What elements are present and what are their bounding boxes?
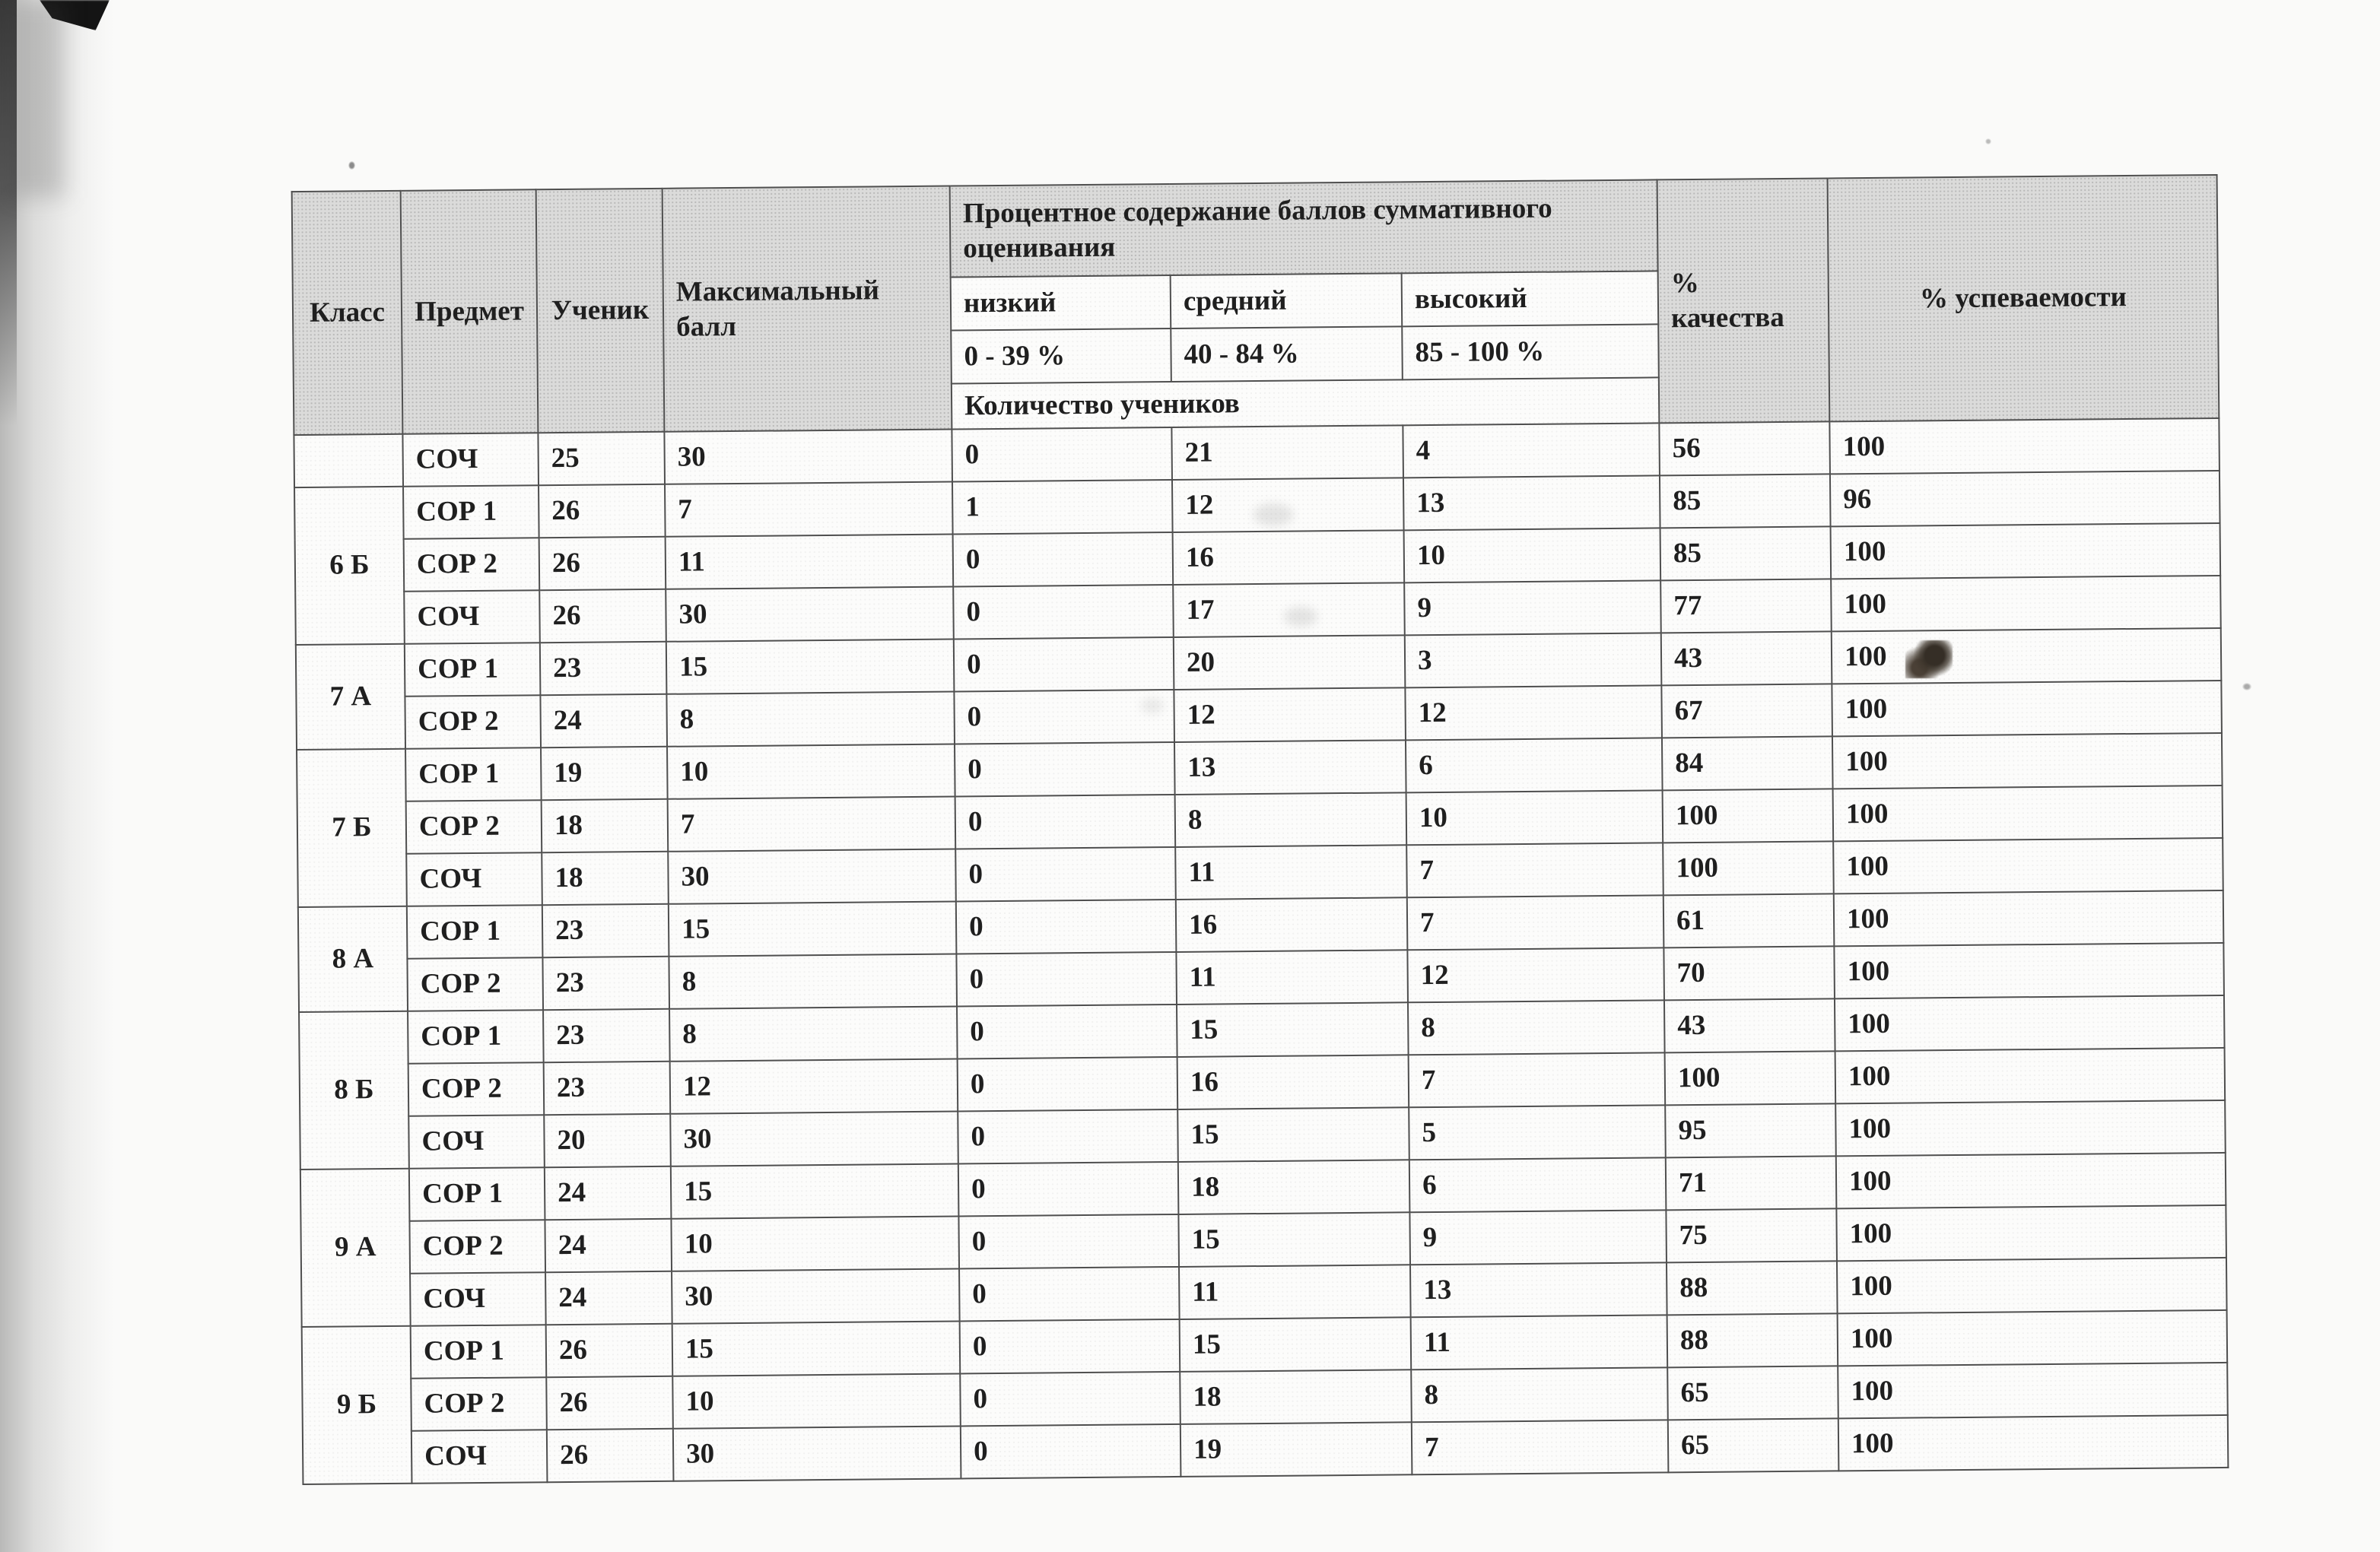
cell-performance-percent: 100 bbox=[1837, 1258, 2227, 1313]
cell-max-score: 10 bbox=[671, 1216, 959, 1271]
cell-mid-count: 16 bbox=[1173, 530, 1405, 585]
cell-quality-percent: 100 bbox=[1663, 789, 1834, 843]
header-high-range: 85 - 100 % bbox=[1402, 324, 1659, 379]
cell-quality-percent: 100 bbox=[1665, 1051, 1836, 1105]
cell-low-count: 0 bbox=[959, 1267, 1180, 1322]
header-mid-range: 40 - 84 % bbox=[1171, 326, 1403, 382]
cell-high-count: 8 bbox=[1411, 1367, 1668, 1422]
cell-students: 23 bbox=[542, 957, 669, 1010]
cell-high-count: 12 bbox=[1405, 685, 1662, 740]
table-body bbox=[294, 418, 2228, 1484]
cell-subject: СОР 1 bbox=[405, 747, 542, 801]
cell-subject: СОР 2 bbox=[409, 1220, 545, 1274]
cell-low-count: 1 bbox=[952, 480, 1173, 535]
cell-high-count: 7 bbox=[1406, 843, 1663, 897]
header-high: высокий bbox=[1402, 271, 1659, 326]
cell-subject: СОР 1 bbox=[407, 905, 543, 959]
cell-high-count: 7 bbox=[1412, 1420, 1669, 1474]
cell-performance-percent: 100 bbox=[1833, 786, 2223, 841]
cell-high-count: 6 bbox=[1409, 1157, 1667, 1212]
cell-quality-percent: 61 bbox=[1663, 893, 1835, 947]
cell-students: 24 bbox=[545, 1271, 672, 1325]
cell-max-score: 10 bbox=[672, 1373, 961, 1428]
cell-subject: СОЧ bbox=[404, 590, 540, 644]
cell-students: 23 bbox=[542, 904, 669, 957]
cell-students: 26 bbox=[546, 1324, 673, 1377]
cell-mid-count: 11 bbox=[1179, 1265, 1411, 1319]
header-students: Ученик bbox=[536, 189, 665, 433]
cell-high-count: 12 bbox=[1407, 947, 1664, 1002]
cell-low-count: 0 bbox=[958, 1109, 1178, 1164]
cell-quality-percent: 56 bbox=[1659, 421, 1830, 475]
cell-low-count: 0 bbox=[952, 427, 1172, 482]
cell-students: 23 bbox=[543, 1009, 670, 1062]
cell-high-count: 11 bbox=[1411, 1315, 1668, 1370]
cell-subject: СОР 2 bbox=[404, 538, 540, 592]
header-max-score: Максимальный балл bbox=[663, 186, 952, 432]
class-cell: 7 А bbox=[296, 644, 405, 750]
cell-students: 23 bbox=[540, 642, 667, 695]
cell-subject: СОР 1 bbox=[405, 643, 541, 697]
cell-max-score: 8 bbox=[669, 1006, 958, 1061]
cell-max-score: 15 bbox=[672, 1321, 961, 1376]
class-cell: 9 А bbox=[300, 1169, 411, 1327]
cell-mid-count: 12 bbox=[1172, 478, 1404, 532]
cell-mid-count: 16 bbox=[1176, 897, 1408, 952]
cell-subject: СОР 2 bbox=[405, 695, 541, 749]
cell-students: 26 bbox=[539, 484, 666, 538]
cell-quality-percent: 84 bbox=[1662, 736, 1833, 790]
cell-subject: СОР 2 bbox=[406, 800, 542, 854]
cell-students: 19 bbox=[541, 747, 668, 800]
cell-max-score: 30 bbox=[668, 849, 956, 903]
cell-quality-percent: 43 bbox=[1661, 631, 1832, 685]
scan-artifact-ink-blob bbox=[1905, 640, 1953, 678]
cell-subject: СОЧ bbox=[408, 1115, 545, 1169]
cell-students: 18 bbox=[542, 799, 669, 852]
cell-students: 25 bbox=[538, 432, 665, 485]
cell-low-count: 0 bbox=[960, 1372, 1180, 1427]
cell-low-count: 0 bbox=[953, 585, 1174, 640]
class-cell: 6 Б bbox=[294, 487, 405, 645]
cell-mid-count: 13 bbox=[1174, 740, 1406, 795]
cell-mid-count: 12 bbox=[1174, 687, 1406, 742]
header-low: низкий bbox=[951, 275, 1171, 331]
cell-low-count: 0 bbox=[956, 952, 1177, 1007]
cell-high-count: 4 bbox=[1403, 423, 1660, 478]
cell-high-count: 6 bbox=[1406, 738, 1663, 792]
cell-students: 26 bbox=[547, 1429, 674, 1482]
cell-mid-count: 16 bbox=[1177, 1055, 1409, 1109]
cell-performance-percent: 100 bbox=[1835, 995, 2225, 1051]
cell-quality-percent: 100 bbox=[1663, 841, 1834, 895]
cell-max-score: 10 bbox=[667, 744, 955, 798]
cell-low-count: 0 bbox=[956, 900, 1177, 954]
cell-mid-count: 15 bbox=[1180, 1317, 1412, 1372]
scan-artifact-smudge bbox=[1141, 698, 1164, 713]
cell-mid-count: 21 bbox=[1171, 425, 1403, 480]
cell-mid-count: 15 bbox=[1178, 1212, 1410, 1267]
cell-low-count: 0 bbox=[955, 847, 1176, 902]
cell-subject: СОЧ bbox=[410, 1272, 546, 1326]
cell-max-score: 30 bbox=[673, 1426, 961, 1481]
cell-max-score: 11 bbox=[666, 535, 954, 589]
cell-students: 20 bbox=[544, 1114, 671, 1167]
cell-max-score: 8 bbox=[669, 954, 957, 1008]
cell-max-score: 30 bbox=[664, 430, 952, 484]
cell-performance-percent: 100 bbox=[1832, 628, 2222, 684]
cell-quality-percent: 95 bbox=[1665, 1103, 1836, 1157]
cell-high-count: 9 bbox=[1409, 1210, 1667, 1265]
cell-mid-count: 17 bbox=[1173, 582, 1405, 637]
cell-quality-percent: 65 bbox=[1668, 1418, 1839, 1472]
cell-students: 26 bbox=[539, 537, 666, 590]
cell-max-score: 30 bbox=[672, 1268, 960, 1323]
cell-subject: СОР 2 bbox=[408, 1062, 545, 1116]
cell-mid-count: 20 bbox=[1174, 635, 1406, 690]
cell-performance-percent: 100 bbox=[1831, 576, 2221, 631]
header-row-1 bbox=[292, 175, 2218, 283]
cell-performance-percent: 100 bbox=[1829, 418, 2220, 474]
cell-low-count: 0 bbox=[955, 742, 1175, 797]
cell-students: 26 bbox=[546, 1376, 673, 1430]
cell-subject: СОР 2 bbox=[407, 957, 543, 1011]
cell-max-score: 7 bbox=[668, 796, 956, 851]
cell-quality-percent: 65 bbox=[1667, 1366, 1838, 1420]
class-cell: 9 Б bbox=[302, 1326, 412, 1484]
cell-mid-count: 15 bbox=[1177, 1107, 1409, 1162]
cell-performance-percent: 100 bbox=[1838, 1415, 2229, 1471]
cell-performance-percent: 100 bbox=[1835, 1048, 2226, 1103]
cell-low-count: 0 bbox=[961, 1424, 1181, 1479]
cell-high-count: 9 bbox=[1404, 580, 1661, 635]
cell-mid-count: 18 bbox=[1178, 1160, 1410, 1214]
cell-subject: СОР 2 bbox=[411, 1377, 547, 1431]
cell-quality-percent: 88 bbox=[1667, 1313, 1838, 1367]
cell-students: 26 bbox=[539, 589, 666, 643]
cell-performance-percent: 100 bbox=[1838, 1310, 2228, 1366]
cell-high-count: 13 bbox=[1403, 475, 1660, 530]
cell-mid-count: 18 bbox=[1180, 1370, 1412, 1424]
cell-max-score: 8 bbox=[666, 692, 955, 747]
cell-low-count: 0 bbox=[953, 532, 1174, 587]
cell-performance-percent: 100 bbox=[1832, 681, 2222, 736]
cell-students: 23 bbox=[544, 1062, 671, 1115]
cell-subject: СОР 1 bbox=[408, 1010, 544, 1064]
cell-performance-percent: 100 bbox=[1836, 1153, 2226, 1208]
cell-students: 24 bbox=[545, 1166, 672, 1220]
cell-performance-percent: 100 bbox=[1832, 733, 2223, 789]
cell-max-score: 15 bbox=[671, 1163, 959, 1218]
cell-performance-percent: 100 bbox=[1833, 838, 2223, 893]
header-percent-group: Процентное содержание баллов суммативного оценивания bbox=[950, 179, 1658, 277]
cell-mid-count: 19 bbox=[1180, 1422, 1412, 1477]
cell-performance-percent: 100 bbox=[1834, 943, 2224, 998]
cell-students: 24 bbox=[545, 1219, 672, 1272]
cell-mid-count: 11 bbox=[1176, 950, 1408, 1005]
cell-low-count: 0 bbox=[960, 1319, 1180, 1374]
header-subject: Предмет bbox=[401, 189, 539, 434]
cell-quality-percent: 43 bbox=[1664, 998, 1835, 1052]
cell-low-count: 0 bbox=[957, 1005, 1177, 1059]
scan-artifact-speck bbox=[1985, 138, 1991, 144]
scan-artifact-speck bbox=[2242, 683, 2251, 690]
scan-artifact-smudge bbox=[1284, 607, 1317, 627]
scan-artifact-left-shading bbox=[0, 0, 114, 1552]
cell-performance-percent: 100 bbox=[1831, 523, 2221, 579]
cell-quality-percent: 70 bbox=[1663, 946, 1835, 1000]
cell-subject: СОЧ bbox=[411, 1430, 548, 1484]
cell-high-count: 7 bbox=[1409, 1052, 1666, 1107]
cell-high-count: 10 bbox=[1404, 528, 1661, 582]
cell-quality-percent: 85 bbox=[1660, 526, 1832, 580]
cell-performance-percent: 100 bbox=[1834, 890, 2224, 946]
header-mid: средний bbox=[1171, 273, 1403, 328]
cell-quality-percent: 88 bbox=[1667, 1261, 1838, 1315]
class-cell bbox=[294, 434, 403, 487]
cell-high-count: 3 bbox=[1405, 633, 1662, 687]
header-low-range: 0 - 39 % bbox=[951, 328, 1171, 384]
cell-low-count: 0 bbox=[958, 1214, 1179, 1269]
cell-performance-percent: 100 bbox=[1838, 1363, 2228, 1418]
header-class: Класс bbox=[292, 191, 403, 435]
cell-max-score: 15 bbox=[669, 901, 957, 956]
cell-performance-percent: 100 bbox=[1835, 1100, 2226, 1156]
cell-low-count: 0 bbox=[958, 1162, 1179, 1217]
class-cell: 8 Б bbox=[299, 1011, 409, 1170]
assessment-table bbox=[291, 174, 2229, 1485]
cell-subject: СОЧ bbox=[406, 852, 542, 906]
header-quality-percent: % качества bbox=[1657, 178, 1830, 423]
cell-quality-percent: 75 bbox=[1666, 1208, 1837, 1262]
cell-max-score: 30 bbox=[670, 1111, 958, 1166]
cell-subject: СОР 1 bbox=[411, 1325, 547, 1379]
cell-mid-count: 15 bbox=[1177, 1002, 1409, 1057]
cell-high-count: 8 bbox=[1408, 1000, 1665, 1055]
cell-quality-percent: 85 bbox=[1660, 474, 1831, 528]
header-student-count: Количество учеников bbox=[952, 377, 1659, 429]
scan-artifact-smudge bbox=[1254, 503, 1293, 526]
cell-quality-percent: 71 bbox=[1666, 1156, 1837, 1210]
table-header bbox=[292, 175, 2220, 435]
cell-high-count: 7 bbox=[1407, 895, 1664, 950]
scan-artifact-speck bbox=[348, 161, 355, 170]
cell-quality-percent: 67 bbox=[1661, 684, 1832, 738]
cell-max-score: 30 bbox=[666, 587, 954, 642]
scan-artifact-corner-shadow bbox=[12, 0, 65, 198]
cell-subject: СОР 1 bbox=[403, 485, 539, 539]
cell-mid-count: 8 bbox=[1175, 792, 1407, 847]
cell-performance-percent: 100 bbox=[1836, 1205, 2226, 1261]
cell-performance-percent: 96 bbox=[1830, 471, 2220, 526]
cell-high-count: 5 bbox=[1409, 1105, 1666, 1160]
cell-low-count: 0 bbox=[954, 690, 1174, 744]
cell-max-score: 15 bbox=[666, 640, 955, 694]
cell-low-count: 0 bbox=[954, 637, 1174, 692]
header-performance-percent: % успеваемости bbox=[1828, 175, 2220, 421]
cell-subject: СОЧ bbox=[402, 433, 539, 487]
cell-students: 18 bbox=[542, 852, 669, 905]
cell-quality-percent: 77 bbox=[1660, 579, 1832, 633]
cell-students: 24 bbox=[540, 694, 667, 747]
cell-max-score: 7 bbox=[665, 482, 953, 537]
cell-low-count: 0 bbox=[958, 1057, 1178, 1112]
cell-high-count: 10 bbox=[1406, 790, 1663, 845]
cell-high-count: 13 bbox=[1410, 1262, 1667, 1317]
class-cell: 8 А bbox=[298, 906, 408, 1012]
class-cell: 7 Б bbox=[297, 749, 407, 907]
cell-mid-count: 11 bbox=[1175, 845, 1407, 900]
cell-low-count: 0 bbox=[955, 795, 1176, 849]
cell-subject: СОР 1 bbox=[409, 1167, 545, 1221]
cell-max-score: 12 bbox=[670, 1058, 958, 1113]
